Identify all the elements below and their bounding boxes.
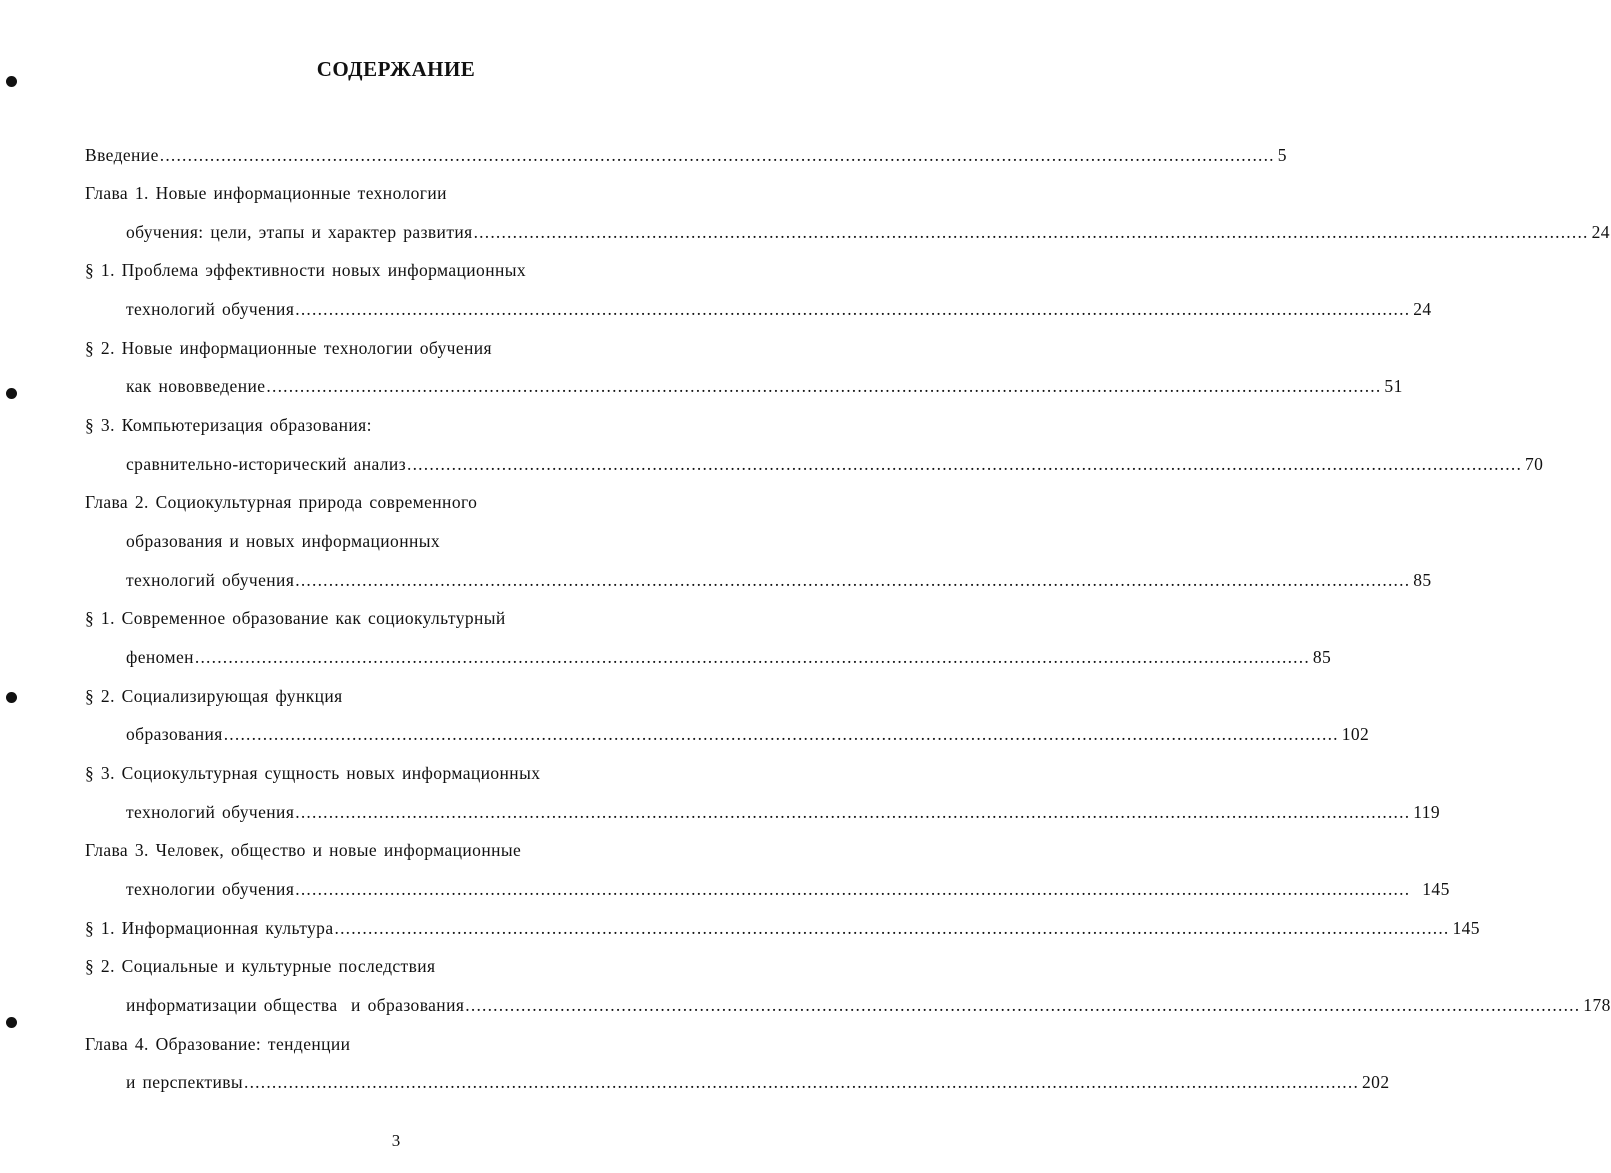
toc-entry-page: 145	[1422, 879, 1450, 899]
toc-heading	[85, 684, 343, 708]
toc-entry-title: сравнительно-исторический анализ	[126, 454, 407, 474]
toc-entry-title: § 3. Компьютеризация образования:	[85, 415, 372, 435]
toc-entry[interactable]	[85, 143, 1287, 167]
toc-entry-title: информатизации общества и образования	[126, 995, 465, 1015]
toc-entry[interactable]	[85, 916, 1480, 940]
toc-entry[interactable]	[126, 452, 1544, 476]
toc-entry-title: технологий обучения	[126, 570, 295, 590]
toc-entry-title: Введение	[85, 145, 159, 165]
dot-leader: ........................................................................................................................................................................................................	[194, 647, 1310, 667]
toc-entry-page: 85	[1413, 570, 1432, 590]
toc-entry-page: 70	[1525, 454, 1544, 474]
toc-entry-title: и перспективы	[126, 1072, 244, 1092]
toc-entry-title: технологии обучения	[126, 879, 295, 899]
toc-heading	[85, 413, 372, 437]
toc-entry-title: технологий обучения	[126, 802, 295, 822]
toc-entry[interactable]	[126, 877, 1450, 901]
toc-entry-page: 24	[1591, 222, 1610, 242]
toc-entry[interactable]	[126, 800, 1441, 824]
dot-leader: ........................................................................................................................................................................................................	[295, 570, 1411, 590]
toc-entry[interactable]	[126, 568, 1432, 592]
toc-heading	[85, 954, 435, 978]
toc-entry-page: 24	[1413, 299, 1432, 319]
dot-leader: ........................................................................................................................................................................................................	[266, 376, 1382, 396]
page-title: СОДЕРЖАНИЕ	[316, 57, 476, 81]
toc-entry-title: образования и новых информационных	[126, 531, 441, 551]
toc-entry-title: обучения: цели, этапы и характер развития	[126, 222, 473, 242]
toc-heading	[85, 490, 477, 514]
toc-heading	[85, 606, 506, 630]
toc-entry-title: технологий обучения	[126, 299, 295, 319]
toc-entry[interactable]	[126, 722, 1370, 746]
toc-entry[interactable]	[126, 645, 1332, 669]
binder-hole-2	[6, 388, 17, 399]
toc-entry[interactable]	[126, 374, 1403, 398]
toc-entry-page: 85	[1312, 647, 1332, 667]
toc-entry-page: 119	[1413, 802, 1441, 822]
dot-leader: ........................................................................................................................................................................................................	[244, 1072, 1360, 1092]
page-number: 3	[391, 1131, 401, 1150]
dot-leader: ........................................................................................................................................................................................................	[473, 222, 1589, 242]
toc-heading	[85, 258, 526, 282]
toc-entry-title: Глава 4. Образование: тенденции	[85, 1034, 351, 1054]
toc-entry-page: 5	[1277, 145, 1287, 165]
toc-heading	[85, 838, 521, 862]
toc-entry-title: § 2. Новые информационные технологии обучения	[85, 338, 492, 358]
toc-heading	[85, 181, 447, 205]
toc-entry-title: Глава 3. Человек, общество и новые информационные	[85, 840, 522, 860]
toc-entry-title: § 2. Социальные и культурные последствия	[85, 956, 436, 976]
dot-leader: ........................................................................................................................................................................................................	[334, 918, 1450, 938]
binder-hole-4	[6, 1017, 17, 1028]
dot-leader: ........................................................................................................................................................................................................	[407, 454, 1523, 474]
toc-entry-page: 145	[1452, 918, 1480, 938]
toc-entry-title: § 1. Информационная культура	[85, 918, 334, 938]
dot-leader: ........................................................................................................................................................................................................	[295, 802, 1411, 822]
binder-hole-3	[6, 692, 17, 703]
toc-entry-page: 102	[1341, 724, 1370, 744]
dot-leader: ........................................................................................................................................................................................................	[295, 879, 1411, 899]
toc-entry-title: § 1. Проблема эффективности новых информационных	[85, 260, 527, 280]
toc-entry-title: Глава 1. Новые информационные технологии	[85, 183, 447, 203]
dot-leader: ........................................................................................................................................................................................................	[159, 145, 1275, 165]
toc-heading	[85, 336, 492, 360]
toc-entry[interactable]	[126, 993, 1611, 1017]
toc-entry-page: 178	[1583, 995, 1611, 1015]
toc-entry-page: 202	[1362, 1072, 1390, 1092]
toc-entry-title: § 3. Социокультурная сущность новых информационных	[85, 763, 541, 783]
toc-entry[interactable]	[126, 297, 1432, 321]
toc-entry-page: 51	[1384, 376, 1403, 396]
toc-heading	[85, 1032, 350, 1056]
toc-entry-title: как нововведение	[126, 376, 266, 396]
toc-heading	[85, 761, 540, 785]
toc-entry[interactable]	[126, 220, 1610, 244]
dot-leader: ........................................................................................................................................................................................................	[295, 299, 1411, 319]
toc-heading	[126, 529, 440, 553]
toc-entry-title: феномен	[126, 647, 194, 667]
toc-entry-title: § 1. Современное образование как социокультурный	[85, 608, 506, 628]
toc-entry-title: Глава 2. Социокультурная природа современного	[85, 492, 478, 512]
dot-leader: ........................................................................................................................................................................................................	[465, 995, 1581, 1015]
toc-entry-title: образования	[126, 724, 223, 744]
toc-entry-title: § 2. Социализирующая функция	[85, 686, 343, 706]
dot-leader: ........................................................................................................................................................................................................	[223, 724, 1339, 744]
binder-hole-1	[6, 76, 17, 87]
toc-entry[interactable]	[126, 1070, 1390, 1094]
